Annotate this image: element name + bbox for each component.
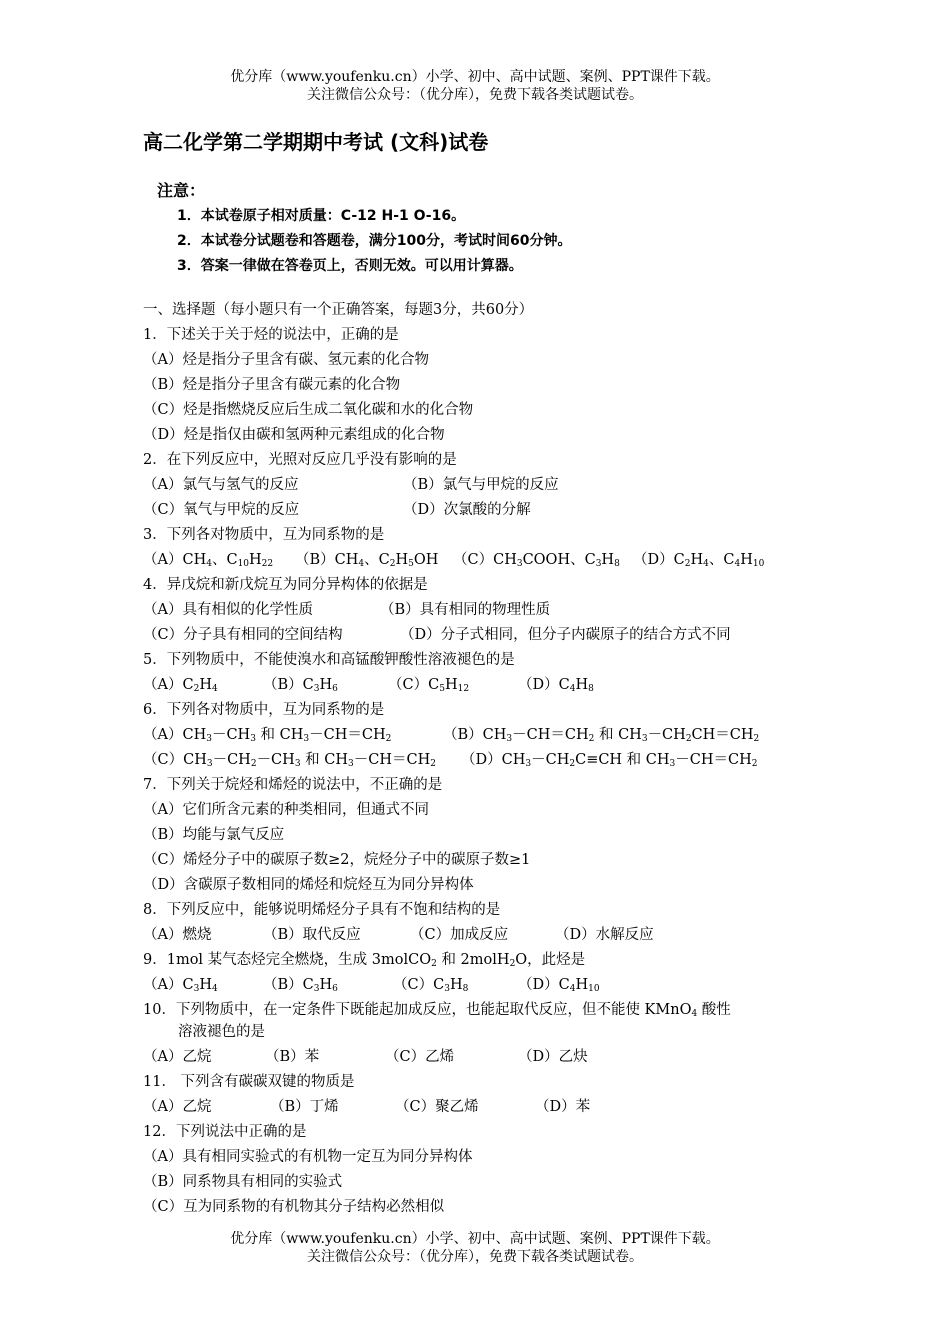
notice-item-3: 3．答案一律做在答卷页上，否则无效。可以用计算器。 (177, 258, 523, 274)
page-footer (0, 1230, 950, 1266)
q10-stem: 10．下列物质中，在一定条件下既能起加成反应，也能起取代反应，但不能使 KMnO$_4$ 酸性 (143, 1002, 731, 1019)
header-line-2: 关注微信公众号：（优分库），免费下载各类试题试卷。 (307, 87, 643, 103)
q3-option-a: $(A)CH_4$、$C_{10}H_{22}$ (143, 552, 274, 569)
q5-option-a: $(A)C_2H_4$ (143, 677, 218, 694)
q1-option-d: （D）烃是指仅由碳和氢两种元素组成的化合物 (143, 427, 445, 443)
q2-stem: 2．在下列反应中，光照对反应几乎没有影响的是 (143, 452, 457, 468)
q4-stem: 4．异戊烷和新戊烷互为同分异构体的依据是 (143, 577, 428, 593)
q11-option-d: （D）苯 (535, 1099, 591, 1115)
q4-option-d: （D）分子式相同，但分子内碳原子的结合方式不同 (400, 627, 731, 643)
q12-option-b: （B）同系物具有相同的实验式 (143, 1174, 343, 1190)
q2-option-b: （B）氯气与甲烷的反应 (403, 477, 559, 493)
q6-option-c: $(C)CH_3-CH_2-CH_3$ 和 $CH_3-CH=CH_2$ (143, 752, 436, 769)
q3-stem: 3．下列各对物质中，互为同系物的是 (143, 527, 385, 543)
q2-option-c: （C）氧气与甲烷的反应 (143, 502, 300, 518)
q2-option-d: （D）次氯酸的分解 (403, 502, 531, 518)
footer-line-2: 关注微信公众号：（优分库），免费下载各类试题试卷。 (307, 1249, 643, 1265)
q5-option-c: $(C)C_5H_{12}$ (388, 677, 470, 694)
notice-item-1: 1．本试卷原子相对质量：C-12 H-1 O-16。 (177, 208, 466, 224)
q5-stem: 5．下列物质中，不能使溴水和高锰酸钾酸性溶液褪色的是 (143, 652, 515, 668)
q10-option-d: （D）乙炔 (518, 1049, 588, 1065)
q1-stem: 1．下述关于关于烃的说法中，正确的是 (143, 327, 399, 343)
q7-stem: 7．下列关于烷烃和烯烃的说法中，不正确的是 (143, 777, 443, 793)
notice-label: 注意： (157, 181, 206, 200)
q9-option-b: $(B)C_3H_6$ (263, 977, 338, 994)
q3-option-d: $(D)C_2H_4$、$C_4H_{10}$ (633, 552, 765, 569)
q7-option-b: （B）均能与氯气反应 (143, 827, 285, 843)
section-heading: 一、选择题（每小题只有一个正确答案，每题3分，共60分） (143, 302, 534, 318)
q11-option-a: （A）乙烷 (143, 1099, 212, 1115)
q10-stem-continued: 溶液褪色的是 (178, 1024, 265, 1040)
q9-option-d: $(D)C_4H_{10}$ (518, 977, 600, 994)
q8-option-b: （B）取代反应 (263, 927, 361, 943)
q5-option-b: $(B)C_3H_6$ (263, 677, 338, 694)
q9-stem: 9．1mol 某气态烃完全燃烧，生成 3molCO$_2$ 和 2molH$_2$O，此烃是 (143, 952, 586, 969)
q3-option-b: $(B)CH_4$、$C_2H_5OH$ (295, 552, 439, 569)
notice-item-2: 2．本试卷分试题卷和答题卷，满分100分，考试时间60分钟。 (177, 233, 572, 249)
q10-option-a: （A）乙烷 (143, 1049, 212, 1065)
q8-option-d: （D）水解反应 (555, 927, 654, 943)
q11-option-b: （B）丁烯 (270, 1099, 339, 1115)
q4-option-b: （B）具有相同的物理性质 (380, 602, 551, 618)
q6-option-a: $(A)CH_3-CH_3$ 和 $CH_3-CH=CH_2$ (143, 727, 392, 744)
q8-option-a: （A）燃烧 (143, 927, 212, 943)
q6-stem: 6．下列各对物质中，互为同系物的是 (143, 702, 385, 718)
q4-option-a: （A）具有相似的化学性质 (143, 602, 313, 618)
q5-option-d: $(D)C_4H_8$ (518, 677, 594, 694)
q11-option-c: （C）聚乙烯 (395, 1099, 479, 1115)
q6-option-b: $(B)CH_3-CH=CH_2$ 和 $CH_3-CH_2CH=CH_2$ (443, 727, 760, 744)
exam-title: 高二化学第二学期期中考试 (文科)试卷 (143, 130, 489, 154)
page-header (0, 68, 950, 104)
q12-option-c: （C）互为同系物的有机物其分子结构必然相似 (143, 1199, 445, 1215)
q8-option-c: （C）加成反应 (410, 927, 509, 943)
q3-option-c: $(C)CH_3COOH$、$C_3H_8$ (453, 552, 620, 569)
q8-stem: 8．下列反应中，能够说明烯烃分子具有不饱和结构的是 (143, 902, 501, 918)
q4-option-c: （C）分子具有相同的空间结构 (143, 627, 343, 643)
q11-stem: 11． 下列含有碳碳双键的物质是 (143, 1074, 355, 1090)
q6-option-d: $(D)CH_3-CH_2C\equiv CH$ 和 $CH_3-CH=CH_2$ (461, 752, 758, 769)
q10-option-c: （C）乙烯 (385, 1049, 455, 1065)
q1-option-b: （B）烃是指分子里含有碳元素的化合物 (143, 377, 401, 393)
q9-option-a: $(A)C_3H_4$ (143, 977, 218, 994)
q7-option-a: （A）它们所含元素的种类相同，但通式不同 (143, 802, 429, 818)
q9-option-c: $(C)C_3H_8$ (393, 977, 469, 994)
q12-option-a: （A）具有相同实验式的有机物一定互为同分异构体 (143, 1149, 473, 1165)
q1-option-a: （A）烃是指分子里含有碳、氢元素的化合物 (143, 352, 429, 368)
footer-line-1: 优分库（www.youfenku.cn）小学、初中、高中试题、案例、PPT课件下载。 (230, 1231, 720, 1247)
q10-option-b: （B）苯 (265, 1049, 320, 1065)
q7-option-c: （C）烯烃分子中的碳原子数≥2，烷烃分子中的碳原子数≥1 (143, 852, 531, 868)
header-line-1: 优分库（www.youfenku.cn）小学、初中、高中试题、案例、PPT课件下载。 (230, 69, 720, 85)
q7-option-d: （D）含碳原子数相同的烯烃和烷烃互为同分异构体 (143, 877, 474, 893)
q12-stem: 12．下列说法中正确的是 (143, 1124, 307, 1140)
q2-option-a: （A）氯气与氢气的反应 (143, 477, 299, 493)
q1-option-c: （C）烃是指燃烧反应后生成二氧化碳和水的化合物 (143, 402, 474, 418)
